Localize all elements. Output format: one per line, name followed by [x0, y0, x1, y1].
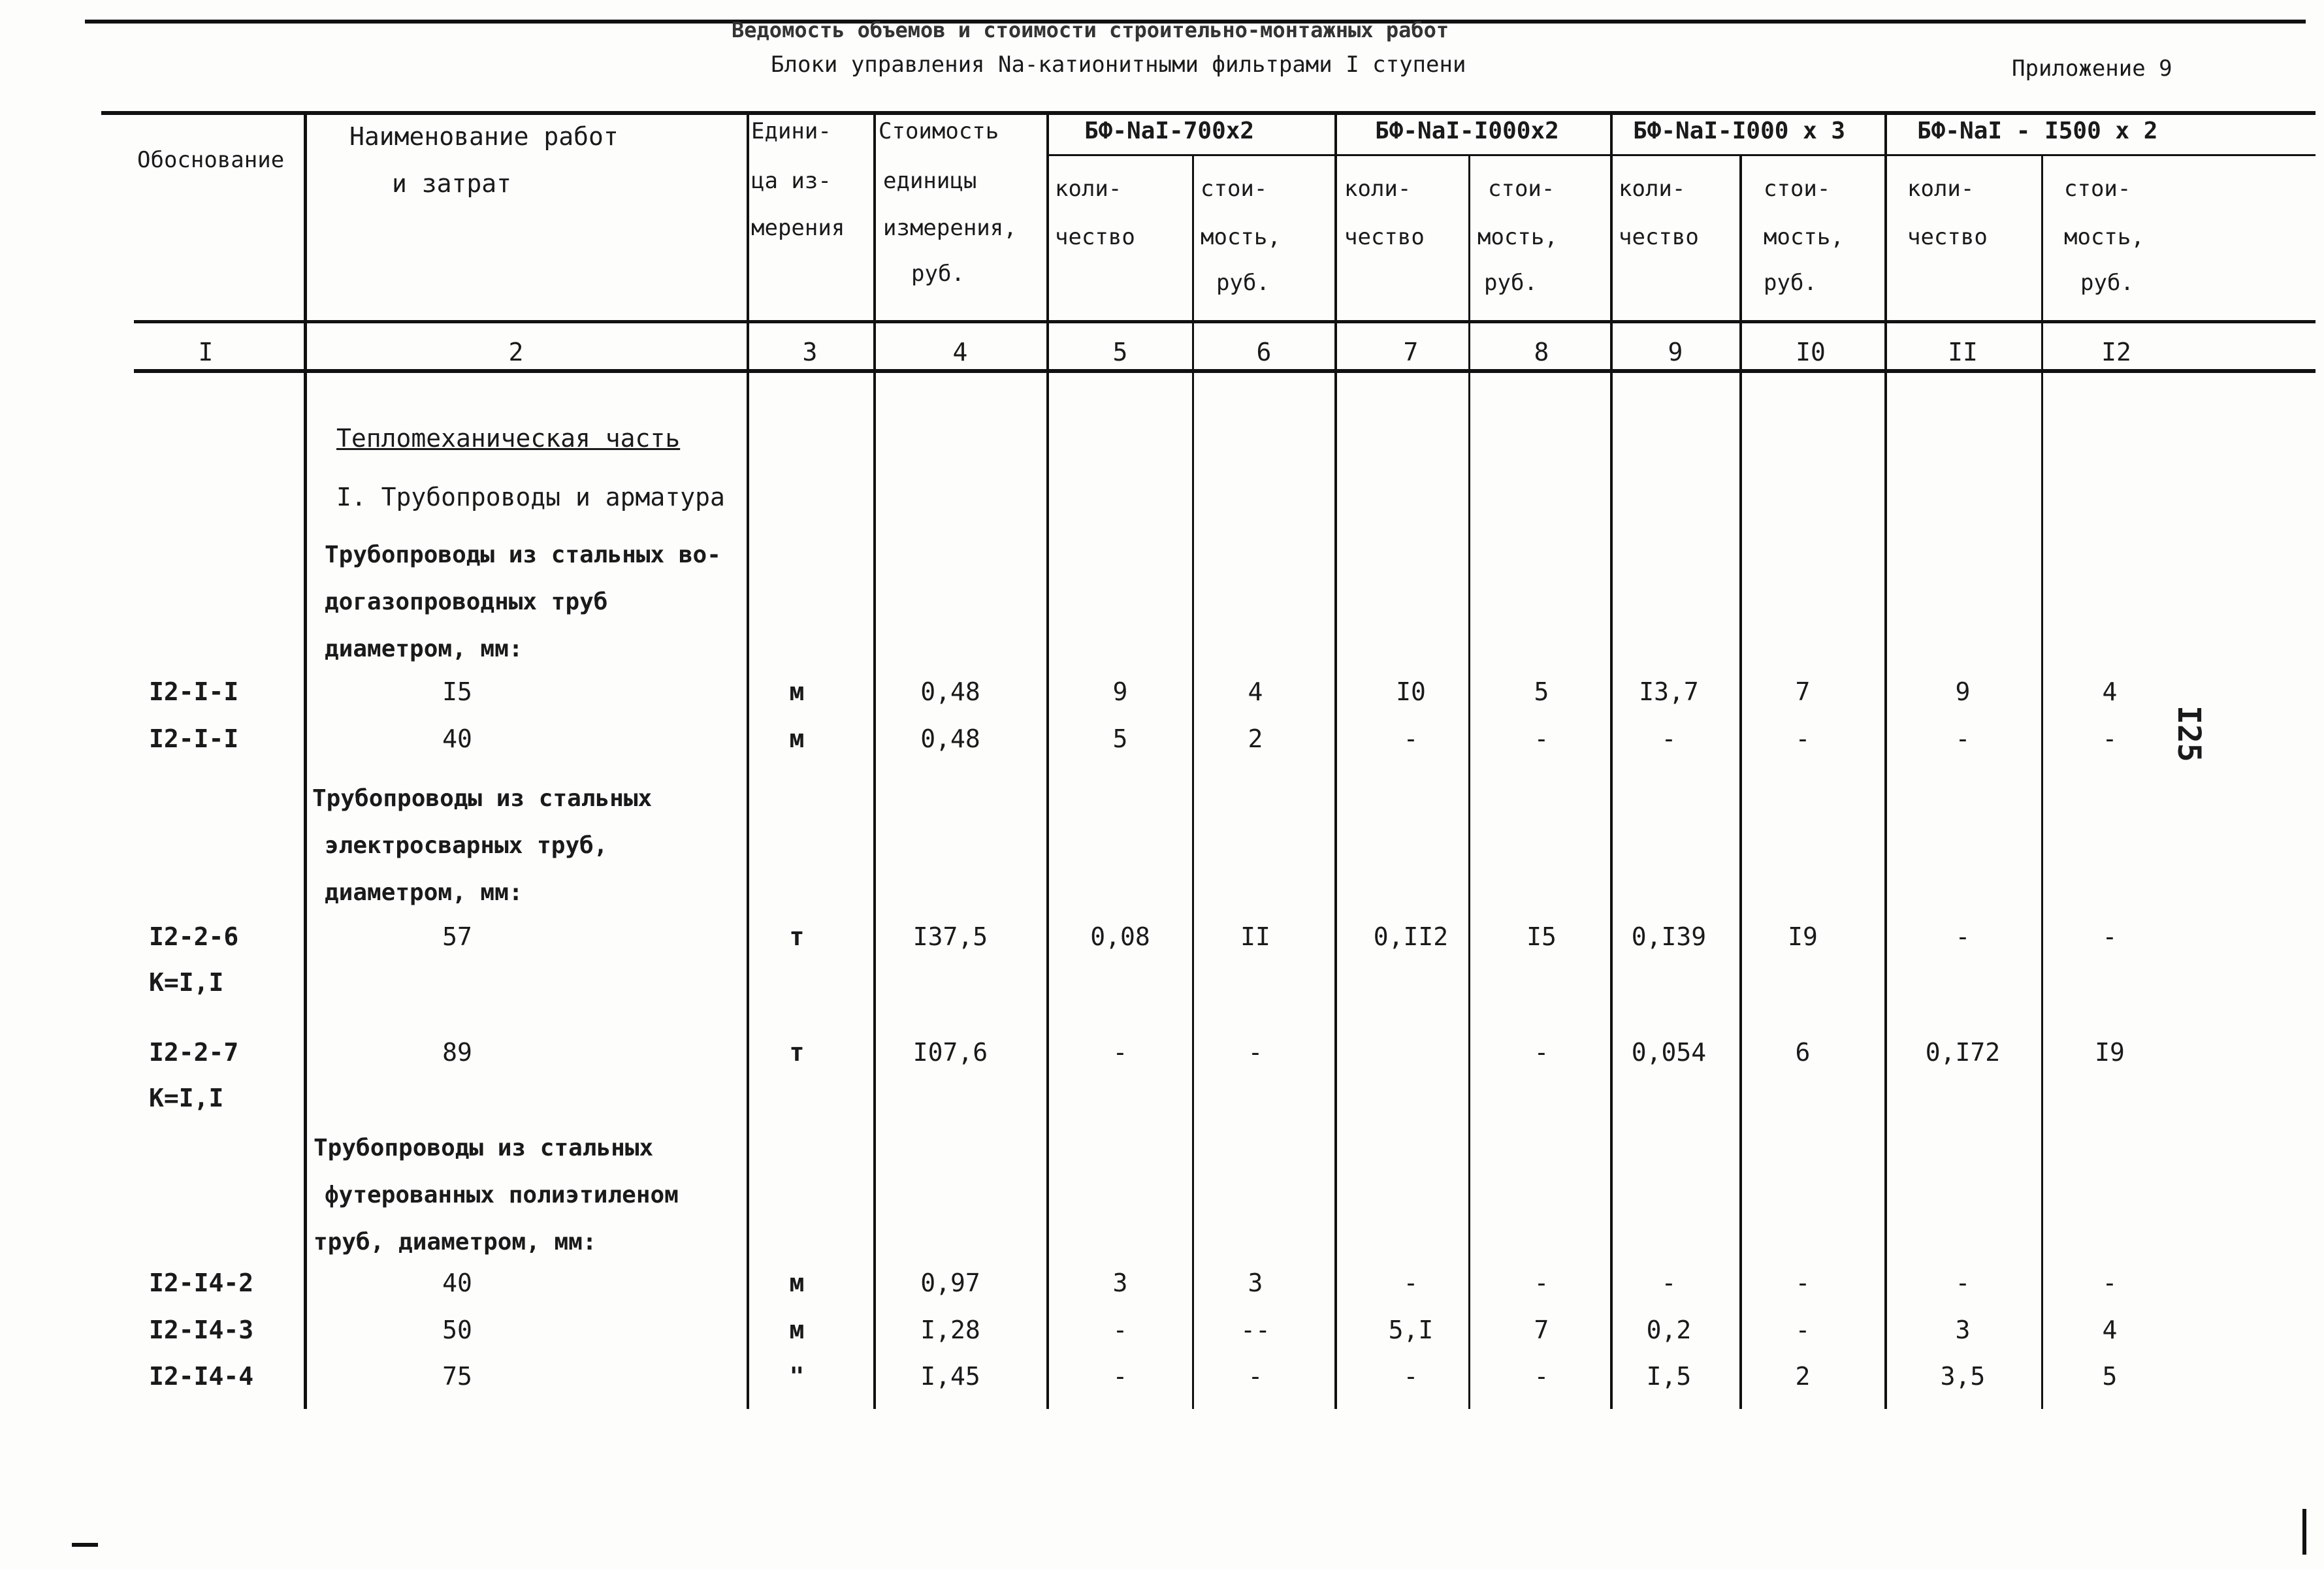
row-value-col-12: -	[2102, 922, 2118, 951]
header-unit-line1: Едини-	[751, 118, 831, 144]
row-value-col-5: -	[1112, 1362, 1128, 1391]
row-value-col-7: -	[1403, 1362, 1419, 1391]
row-basis: I2-2-7	[149, 1038, 239, 1067]
col-rule-4	[1046, 112, 1049, 1409]
col-rule-9	[1739, 155, 1742, 1409]
row-value-col-7: -	[1403, 724, 1419, 753]
row-basis: I2-I-I	[149, 724, 239, 753]
row-value-col-11: 0,I72	[1925, 1038, 2001, 1067]
row-value-col-5: -	[1112, 1038, 1128, 1067]
colnum-1: I	[198, 338, 214, 366]
row-value-col-9: I,5	[1646, 1362, 1692, 1391]
header-name-line1: Наименование работ	[349, 122, 619, 151]
section-title: Теплomеханическая часть	[336, 424, 681, 453]
row-diameter: I5	[442, 677, 472, 706]
row-value-col-8: 7	[1534, 1316, 1549, 1344]
row-value-col-9: -	[1661, 1269, 1677, 1297]
row-value-col-9: 0,I39	[1631, 922, 1707, 951]
row-value-col-8: 5	[1534, 677, 1549, 706]
header-basis: Обоснование	[137, 147, 285, 173]
row-value-col-12: 5	[2102, 1362, 2118, 1391]
row-value-col-6: 4	[1248, 677, 1263, 706]
col-rule-6	[1334, 112, 1337, 1409]
row-value-col-5: 0,08	[1090, 922, 1150, 951]
cost-header-4b: мость,	[2064, 224, 2144, 250]
row-value-col-11: 3,5	[1940, 1362, 1986, 1391]
row-value-col-9: -	[1661, 724, 1677, 753]
row-value-col-9: I3,7	[1639, 677, 1699, 706]
colnum-11: II	[1948, 338, 1978, 366]
header-unit-line2: ца из-	[751, 168, 831, 194]
row-value-col-11: -	[1955, 724, 1971, 753]
group-header-3: БФ-NaI-I000 x 3	[1633, 118, 1846, 144]
row-value-col-8: -	[1534, 724, 1549, 753]
row-price: I37,5	[912, 922, 988, 951]
scan-mark	[72, 1543, 98, 1547]
row-unit: м	[789, 1316, 805, 1344]
cost-header-2c: руб.	[1484, 270, 1538, 296]
row-diameter: 89	[442, 1038, 472, 1067]
colnum-8: 8	[1534, 338, 1549, 366]
colnum-12: I2	[2101, 338, 2131, 366]
row-price: I,45	[920, 1362, 980, 1391]
row-unit: м	[789, 677, 805, 706]
group2-desc-line3: диаметром, мм:	[325, 879, 523, 906]
row-value-col-10: 7	[1795, 677, 1811, 706]
row-value-col-12: -	[2102, 724, 2118, 753]
row-unit: т	[789, 922, 805, 951]
appendix-label: Приложение 9	[2012, 56, 2172, 82]
row-value-col-12: I9	[2095, 1038, 2125, 1067]
qty-header-3a: коли-	[1619, 176, 1686, 202]
row-value-col-11: 9	[1955, 677, 1971, 706]
cost-header-2b: мость,	[1477, 224, 1558, 250]
col-rule-5	[1192, 155, 1194, 1409]
colnum-5: 5	[1112, 338, 1128, 366]
group1-desc-line1: Трубопроводы из стальных во-	[325, 542, 721, 568]
row-unit: "	[789, 1362, 805, 1391]
row-price: I,28	[920, 1316, 980, 1344]
row-value-col-8: -	[1534, 1269, 1549, 1297]
group1-desc-line2: догазопроводных труб	[325, 589, 608, 615]
row-diameter: 57	[442, 922, 472, 951]
colnum-2: 2	[508, 338, 524, 366]
header-bottom-rule	[134, 320, 2316, 323]
row-price: 0,48	[920, 677, 980, 706]
group-header-2: БФ-NaI-I000x2	[1375, 118, 1559, 144]
colnum-6: 6	[1256, 338, 1272, 366]
group3-desc-line3: труб, диаметром, мм:	[314, 1229, 597, 1255]
row-value-col-9: 0,054	[1631, 1038, 1707, 1067]
row-value-col-12: 4	[2102, 677, 2118, 706]
row-price: 0,48	[920, 724, 980, 753]
cost-header-3a: стои-	[1764, 176, 1831, 202]
row-value-col-12: -	[2102, 1269, 2118, 1297]
cost-header-3b: мость,	[1764, 224, 1844, 250]
header-top-line: Ведомость объемов и стоимости строительно-монтажных работ	[732, 18, 1449, 42]
col-rule-3	[873, 112, 876, 1409]
qty-header-4a: коли-	[1907, 176, 1975, 202]
row-unit: т	[789, 1038, 805, 1067]
group-header-1: БФ-NaI-700x2	[1084, 118, 1255, 144]
qty-header-1a: коли-	[1055, 176, 1122, 202]
col-rule-11	[2041, 155, 2043, 1409]
row-value-col-10: -	[1795, 1316, 1811, 1344]
cost-header-4a: стои-	[2064, 176, 2131, 202]
row-basis-coef: K=I,I	[149, 968, 224, 997]
row-value-col-5: 5	[1112, 724, 1128, 753]
row-value-col-7: 0,II2	[1373, 922, 1449, 951]
row-value-col-12: 4	[2102, 1316, 2118, 1344]
row-value-col-8: -	[1534, 1362, 1549, 1391]
row-diameter: 40	[442, 1269, 472, 1297]
colnum-7: 7	[1403, 338, 1419, 366]
row-value-col-7: -	[1403, 1269, 1419, 1297]
cost-header-3c: руб.	[1764, 270, 1817, 296]
col-rule-2	[747, 112, 749, 1409]
colnum-9: 9	[1668, 338, 1683, 366]
section-subtitle: I. Трубопроводы и арматура	[336, 483, 725, 511]
cost-header-2a: стои-	[1488, 176, 1555, 202]
col-rule-10	[1884, 112, 1887, 1409]
row-unit: м	[789, 724, 805, 753]
colnum-3: 3	[802, 338, 818, 366]
scan-mark-corner	[2302, 1509, 2306, 1555]
row-value-col-6: 2	[1248, 724, 1263, 753]
row-value-col-11: -	[1955, 922, 1971, 951]
row-value-col-7: I0	[1396, 677, 1426, 706]
row-value-col-10: -	[1795, 1269, 1811, 1297]
cost-header-1a: стои-	[1201, 176, 1268, 202]
row-value-col-10: 6	[1795, 1038, 1811, 1067]
row-value-col-11: -	[1955, 1269, 1971, 1297]
row-diameter: 50	[442, 1316, 472, 1344]
row-price: I07,6	[912, 1038, 988, 1067]
group1-desc-line3: диаметром, мм:	[325, 636, 523, 662]
row-price: 0,97	[920, 1269, 980, 1297]
header-subtitle: Блоки управления Na-катионитными фильтрами I ступени	[771, 52, 1466, 78]
group3-desc-line1: Трубопроводы из стальных	[314, 1135, 654, 1161]
group-header-4: БФ-NaI - I500 x 2	[1917, 118, 2158, 144]
table-top-rule	[101, 111, 2316, 115]
row-basis: I2-I4-3	[149, 1316, 254, 1344]
group2-desc-line1: Трубопроводы из стальных	[312, 785, 653, 812]
cost-header-4c: руб.	[2080, 270, 2134, 296]
header-price-line2: единицы	[883, 168, 977, 194]
colnum-bottom-rule	[134, 369, 2316, 373]
qty-header-2a: коли-	[1344, 176, 1412, 202]
row-value-col-5: 3	[1112, 1269, 1128, 1297]
row-value-col-8: I5	[1526, 922, 1557, 951]
row-basis: I2-I4-2	[149, 1269, 254, 1297]
row-value-col-5: 9	[1112, 677, 1128, 706]
header-unit-line3: мерения	[751, 215, 845, 241]
header-name-line2: и затрат	[392, 169, 512, 198]
row-unit: м	[789, 1269, 805, 1297]
cost-header-1b: мость,	[1201, 224, 1281, 250]
row-value-col-5: -	[1112, 1316, 1128, 1344]
page-number: I25	[2171, 705, 2207, 762]
header-price-line1: Стоимость	[879, 118, 999, 144]
row-value-col-6: --	[1240, 1316, 1270, 1344]
row-value-col-8: -	[1534, 1038, 1549, 1067]
qty-header-1b: чество	[1055, 224, 1135, 250]
row-basis: I2-2-6	[149, 922, 239, 951]
row-value-col-10: I9	[1788, 922, 1818, 951]
row-diameter: 75	[442, 1362, 472, 1391]
row-value-col-11: 3	[1955, 1316, 1971, 1344]
row-value-col-9: 0,2	[1646, 1316, 1692, 1344]
qty-header-2b: чество	[1344, 224, 1425, 250]
header-price-line4: руб.	[911, 261, 965, 287]
row-basis: I2-I-I	[149, 677, 239, 706]
row-basis: I2-I4-4	[149, 1362, 254, 1391]
col-rule-1	[304, 112, 307, 1409]
row-value-col-10: 2	[1795, 1362, 1811, 1391]
col-rule-7	[1468, 155, 1470, 1409]
qty-header-4b: чество	[1907, 224, 1988, 250]
row-value-col-6: -	[1248, 1038, 1263, 1067]
header-price-line3: измерения,	[883, 215, 1017, 241]
row-value-col-6: 3	[1248, 1269, 1263, 1297]
colnum-10: I0	[1796, 338, 1826, 366]
row-basis-coef: K=I,I	[149, 1084, 224, 1112]
group3-desc-line2: футерованных полиэтиленом	[325, 1182, 679, 1208]
row-value-col-7: 5,I	[1388, 1316, 1434, 1344]
row-diameter: 40	[442, 724, 472, 753]
row-value-col-10: -	[1795, 724, 1811, 753]
col-rule-8	[1610, 112, 1613, 1409]
cost-header-1c: руб.	[1216, 270, 1270, 296]
group2-desc-line2: электросварных труб,	[325, 832, 608, 859]
colnum-4: 4	[952, 338, 968, 366]
qty-header-3b: чество	[1619, 224, 1699, 250]
group-header-rule	[1048, 154, 2316, 156]
row-value-col-6: II	[1240, 922, 1270, 951]
row-value-col-6: -	[1248, 1362, 1263, 1391]
